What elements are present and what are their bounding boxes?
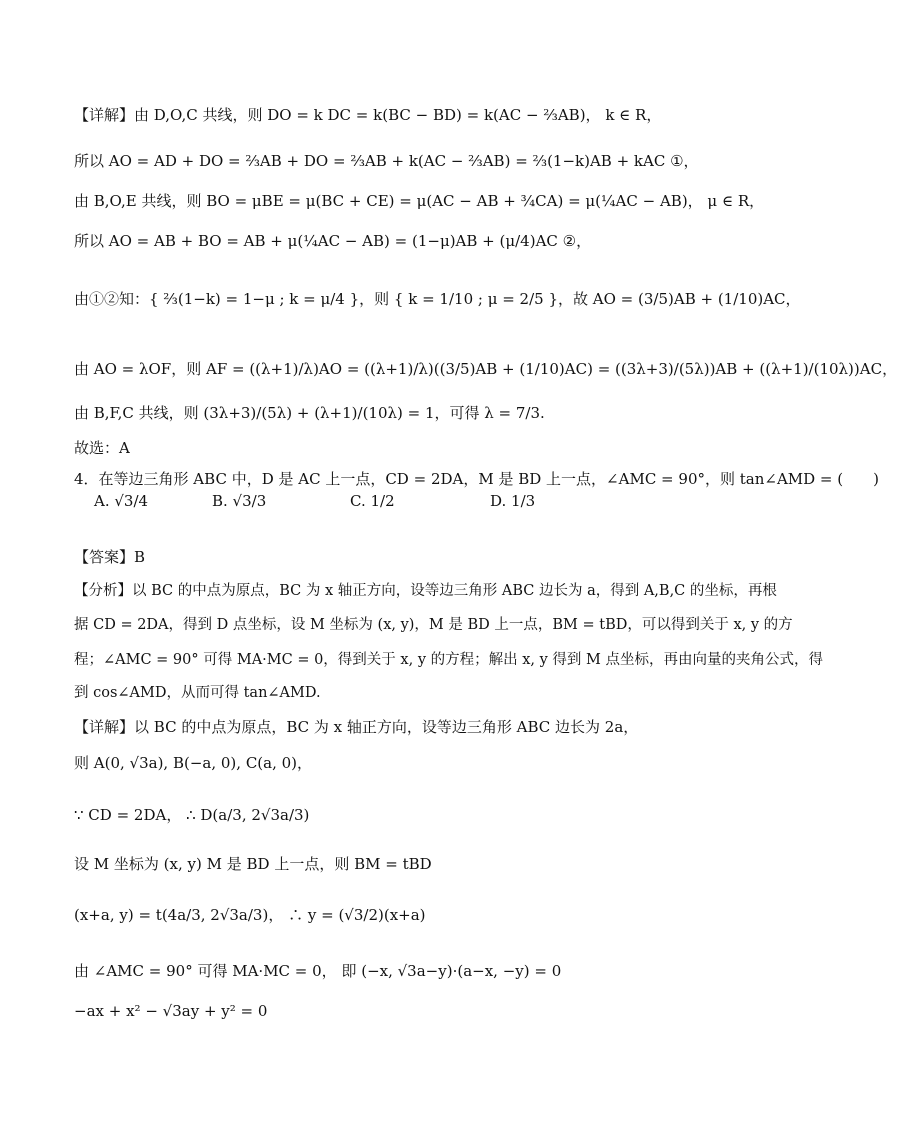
solution-line-3: 由 B,O,E 共线，则 BO = μBE = μ(BC + CE) = μ(AC − AB + ¾CA) = μ(¼AC − AB)， μ ∈ R， — [74, 192, 765, 210]
solution-line-6: 由 AO = λOF，则 AF = ((λ+1)/λ)AO = ((λ+1)/λ)((3/5)AB + (1/10)AC) = ((3λ+3)/(5λ))AB + ((λ+1)/(10λ))AC， — [74, 360, 897, 378]
question-4-stem: 4．在等边三角形 ABC 中，D 是 AC 上一点，CD = 2DA，M 是 BD 上一点，∠AMC = 90°，则 tan∠AMD = ( ) — [74, 470, 879, 488]
question-4-options — [94, 492, 654, 536]
solution-line-1: 【详解】由 D,O,C 共线，则 DO = k DC = k(BC − BD) = k(AC − ⅔AB)， k ∈ R， — [74, 106, 662, 124]
detail-line-5: (x+a, y) = t(4a/3, 2√3a/3)， ∴ y = (√3/2)(x+a) — [74, 906, 426, 924]
detail-line-3: ∵ CD = 2DA， ∴ D(a/3, 2√3a/3) — [74, 806, 310, 824]
analysis-line-4: 到 cos∠AMD，从而可得 tan∠AMD. — [74, 685, 321, 701]
option-b: B. √3/3 — [212, 492, 267, 510]
detail-line-2: 则 A(0, √3a), B(−a, 0), C(a, 0)， — [74, 754, 313, 772]
answer-choice-line: 故选：A — [74, 439, 130, 457]
detail-line-7: −ax + x² − √3ay + y² = 0 — [74, 1002, 268, 1020]
analysis-line-1: 【分析】以 BC 的中点为原点，BC 为 x 轴正方向，设等边三角形 ABC 边长为 a，得到 A,B,C 的坐标，再根 — [74, 583, 777, 599]
option-c: C. 1/2 — [350, 492, 395, 510]
option-a: A. √3/4 — [94, 492, 149, 510]
solution-line-5: 由①②知：{ ⅔(1−k) = 1−μ ; k = μ/4 }，则 { k = 1/10 ; μ = 2/5 }，故 AO = (3/5)AB + (1/10)AC， — [74, 290, 801, 308]
analysis-line-2: 据 CD = 2DA，得到 D 点坐标，设 M 坐标为 (x, y)，M 是 BD 上一点，BM = tBD，可以得到关于 x, y 的方 — [74, 617, 793, 633]
detail-line-1: 【详解】以 BC 的中点为原点，BC 为 x 轴正方向，设等边三角形 ABC 边长为 2a， — [74, 718, 639, 736]
detail-line-6: 由 ∠AMC = 90° 可得 MA·MC = 0， 即 (−x, √3a−y)·(a−x, −y) = 0 — [74, 962, 562, 980]
solution-line-2: 所以 AO = AD + DO = ⅔AB + DO = ⅔AB + k(AC − ⅔AB) = ⅔(1−k)AB + kAC ①， — [74, 152, 699, 170]
solution-line-4: 所以 AO = AB + BO = AB + μ(¼AC − AB) = (1−μ)AB + (μ/4)AC ②， — [74, 232, 592, 250]
solution-line-7: 由 B,F,C 共线，则 (3λ+3)/(5λ) + (λ+1)/(10λ) = 1，可得 λ = 7/3. — [74, 404, 545, 422]
answer-label: 【答案】B — [74, 548, 146, 566]
option-d: D. 1/3 — [490, 492, 536, 510]
analysis-line-3: 程；∠AMC = 90° 可得 MA·MC = 0，得到关于 x, y 的方程；解出 x, y 得到 M 点坐标，再由向量的夹角公式，得 — [74, 652, 823, 668]
detail-line-4: 设 M 坐标为 (x, y) M 是 BD 上一点，则 BM = tBD — [74, 855, 432, 873]
